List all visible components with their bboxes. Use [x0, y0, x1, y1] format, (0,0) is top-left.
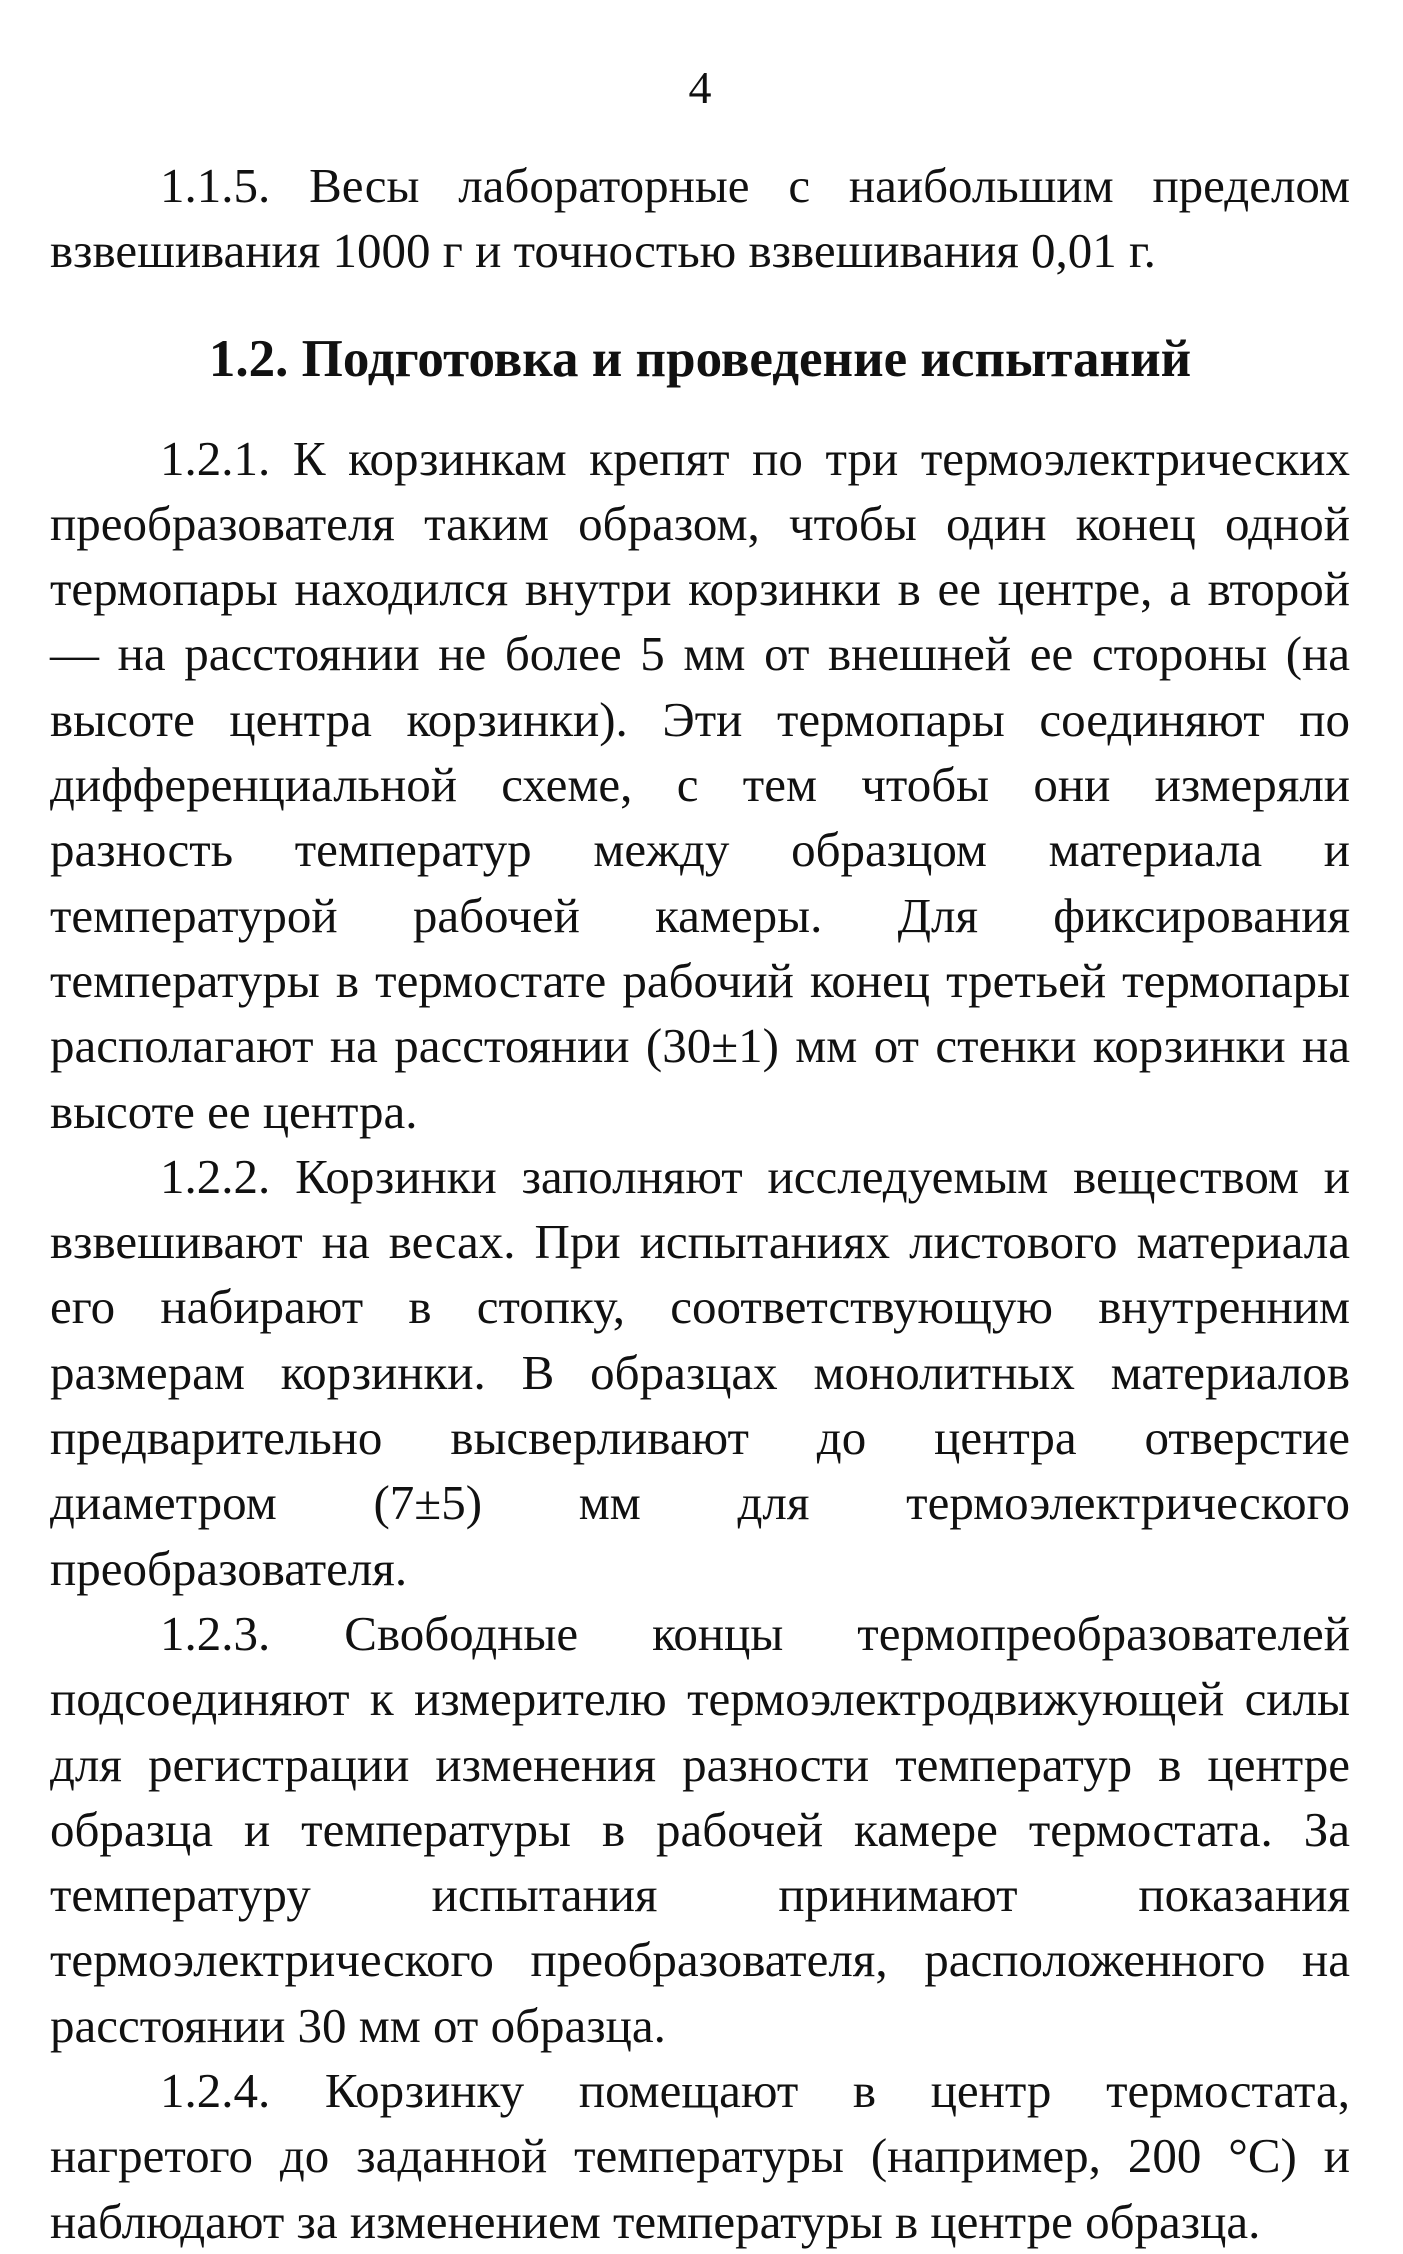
document-body — [50, 153, 1350, 2254]
document-page — [50, 0, 1350, 2249]
paragraph-1-2-1: 1.2.1. К корзинкам крепят по три термоэлектрических преобразователя таким образом, чтобы один конец одной термопары находился внутри корзинки в ее центре, а второй — на расстоянии не более 5 мм от внешней ее стороны (на высоте центра корзинки). Эти термопары соединяют по дифференциальной схеме, с тем чтобы они измеряли разность температур между образцом материала и температурой рабочей камеры. Для фиксирования температуры в термостате рабочий конец третьей термопары располагают на расстоянии (30±1) мм от стенки корзинки на высоте ее центра. — [50, 430, 1350, 1139]
page-number: 4 — [688, 62, 712, 113]
paragraph-1-2-4: 1.2.4. Корзинку помещают в центр термостата, нагретого до заданной температуры (например, 200 °С) и наблюдают за изменением температуры в центре образца. — [50, 2063, 1350, 2249]
paragraph-1-1-5: 1.1.5. Весы лабораторные с наибольшим пределом взвешивания 1000 г и точностью взвешивания 0,01 г. — [50, 158, 1350, 279]
paragraph-1-2-2: 1.2.2. Корзинки заполняют исследуемым веществом и взвешивают на весах. При испытаниях листового материала его набирают в стопку, соответствующую внутренним размерам корзинки. В образцах монолитных материалов предварительно высверливают до центра отверстие диаметром (7±5) мм для термоэлектрического преобразователя. — [50, 1148, 1350, 1596]
section-heading-1-2: 1.2. Подготовка и проведение испытаний — [208, 329, 1192, 388]
paragraph-1-2-3: 1.2.3. Свободные концы термопреобразователей подсоединяют к измерителю термоэлектродвижующей силы для регистрации изменения разности температур в центре образца и температуры в рабочей камере термостата. За температуру испытания принимают показания термоэлектрического преобразователя, расположенного на расстоянии 30 мм от образца. — [50, 1605, 1350, 2053]
